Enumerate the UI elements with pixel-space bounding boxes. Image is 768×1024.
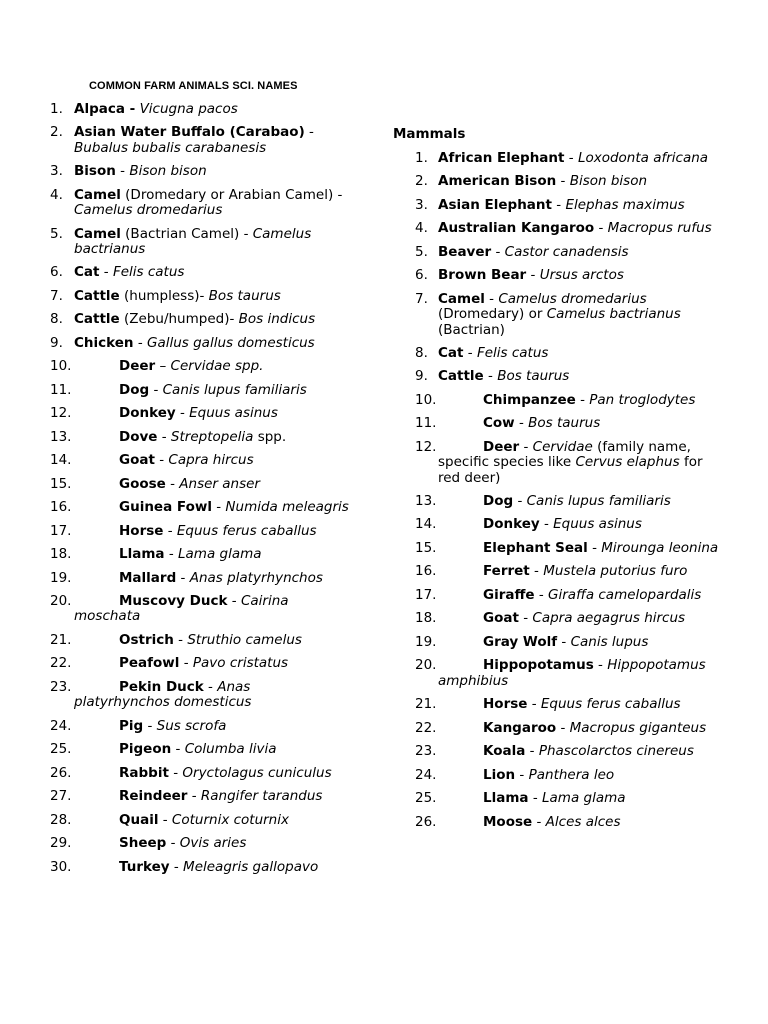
common-name: African Elephant	[438, 150, 565, 166]
note-text: -	[166, 835, 180, 852]
scientific-name: Camelus bactrianus	[74, 225, 312, 257]
common-name: Rabbit	[119, 764, 169, 781]
list-item	[50, 383, 350, 398]
item-number: 26.	[50, 764, 72, 781]
note-text: –	[155, 358, 171, 375]
scientific-name: Vicugna pacos	[139, 101, 238, 117]
common-name: Brown Bear	[438, 267, 527, 284]
scientific-name: Meleagris gallopavo	[183, 858, 319, 875]
scientific-name: Equus asinus	[189, 405, 278, 422]
common-name: Donkey	[483, 516, 540, 533]
list-item	[50, 680, 350, 711]
note-text: -	[168, 764, 183, 781]
scientific-name: Cervus elaphus	[575, 454, 680, 471]
note-text: -	[483, 368, 498, 385]
common-name: Lion	[483, 766, 516, 783]
scientific-name: Mirounga leonina	[601, 539, 719, 556]
list-item	[50, 594, 350, 625]
note-text: -	[175, 405, 190, 422]
note-text: -	[211, 499, 226, 516]
common-name: Quail	[119, 811, 159, 828]
list-item	[393, 221, 723, 236]
scientific-name: Cervidae spp.	[170, 358, 264, 375]
note-text: -	[179, 655, 193, 672]
note-text: -	[463, 344, 477, 361]
common-name: Guinea Fowl	[119, 499, 212, 516]
note-text: -	[556, 173, 570, 190]
list-item	[50, 524, 350, 539]
scientific-name: Macropus rufus	[607, 220, 712, 237]
scientific-name: Castor canadensis	[504, 243, 629, 260]
list-item	[50, 860, 350, 875]
note-text: -	[133, 334, 147, 351]
note-text: -	[529, 563, 544, 580]
list-item	[50, 164, 350, 179]
item-number: 11.	[50, 381, 72, 398]
scientific-name: Macropus giganteus	[569, 719, 707, 736]
item-number: 12.	[50, 405, 72, 422]
common-name: Turkey	[119, 858, 170, 875]
note-text: -	[173, 631, 188, 648]
item-number: 19.	[50, 569, 72, 586]
scientific-name: Columba livia	[184, 741, 277, 758]
item-number: 21.	[50, 631, 72, 648]
item-number: 10.	[415, 391, 437, 408]
scientific-name: Canis lupus familiaris	[162, 381, 307, 398]
common-name: Dove	[119, 428, 158, 445]
item-number: 8.	[415, 344, 428, 361]
list-item	[50, 547, 350, 562]
item-number: 23.	[415, 743, 437, 760]
note-text: -	[513, 493, 527, 509]
note-text: -	[115, 163, 130, 180]
common-name: Cattle	[74, 287, 120, 304]
note-text: -	[227, 593, 241, 610]
mammals-list	[393, 151, 723, 830]
note-text: for red deer)	[438, 454, 703, 486]
item-number: 23.	[50, 678, 72, 695]
note-text: -	[519, 438, 533, 455]
scientific-name: Panthera leo	[528, 766, 615, 783]
common-name: Camel	[74, 225, 121, 242]
list-item	[393, 151, 723, 166]
item-number: 15.	[50, 475, 72, 492]
item-number: 18.	[415, 610, 437, 627]
list-item	[393, 658, 723, 689]
scientific-name: Anas platyrhynchos	[189, 569, 323, 586]
note-text: -	[203, 678, 218, 695]
common-name: Horse	[119, 522, 164, 539]
note-text: -	[587, 539, 602, 556]
item-number: 2.	[50, 124, 63, 141]
scientific-name: Bos taurus	[208, 287, 281, 304]
scientific-name: Bos indicus	[238, 311, 316, 328]
list-item	[393, 416, 723, 431]
common-name: Asian Water Buffalo (Carabao)	[74, 124, 305, 141]
item-number: 25.	[415, 790, 437, 807]
common-name: Pig	[119, 717, 144, 734]
common-name: Camel	[438, 290, 485, 307]
scientific-name: Coturnix coturnix	[171, 811, 289, 828]
list-item	[50, 336, 350, 351]
item-number: 5.	[50, 225, 63, 242]
item-number: 16.	[415, 563, 437, 580]
note-text: -	[304, 124, 314, 141]
farm-animals-column	[50, 102, 350, 883]
common-name: Goose	[119, 475, 166, 492]
scientific-name: Sus scrofa	[156, 717, 227, 734]
item-number: 15.	[415, 539, 437, 556]
common-name: Moose	[483, 813, 533, 830]
common-name: Dog	[119, 381, 150, 398]
list-item	[393, 697, 723, 712]
list-item	[393, 588, 723, 603]
item-number: 19.	[415, 633, 437, 650]
list-item	[393, 768, 723, 783]
list-item	[393, 517, 723, 532]
note-text: -	[99, 264, 113, 281]
list-item	[393, 369, 723, 384]
section-heading-mammals: Mammals	[393, 126, 466, 142]
note-text: -	[518, 610, 533, 627]
common-name: Asian Elephant	[438, 196, 552, 213]
item-number: 24.	[415, 766, 437, 783]
common-name: Elephant Seal	[483, 539, 588, 556]
scientific-name: Alces alces	[545, 813, 621, 830]
common-name: Chicken	[74, 334, 134, 351]
list-item	[393, 440, 723, 486]
note-text: -	[557, 633, 571, 650]
scientific-name: Bison bison	[569, 173, 648, 190]
item-number: 6.	[50, 264, 63, 281]
common-name: Sheep	[119, 835, 167, 852]
item-number: 9.	[415, 368, 428, 385]
list-item	[50, 477, 350, 492]
common-name: Goat	[483, 610, 519, 627]
common-name: Cat	[438, 344, 464, 361]
common-name: Mallard	[119, 569, 177, 586]
list-item	[393, 245, 723, 260]
scientific-name: Camelus dromedarius	[74, 202, 223, 219]
scientific-name: Gallus gallus domesticus	[147, 334, 315, 351]
note-text: -	[556, 719, 570, 736]
common-name: Dog	[483, 493, 514, 509]
list-item	[50, 312, 350, 327]
list-item	[393, 292, 723, 338]
list-item	[393, 721, 723, 736]
note-text: -	[526, 267, 540, 284]
list-item	[50, 656, 350, 671]
item-number: 17.	[50, 522, 72, 539]
list-item	[50, 500, 350, 515]
item-number: 30.	[50, 858, 72, 875]
common-name: Cattle	[74, 311, 120, 328]
item-number: 4.	[415, 220, 428, 237]
common-name: Alpaca -	[74, 101, 136, 117]
common-name: Beaver	[438, 243, 492, 260]
common-name: Bison	[74, 163, 116, 180]
note-text: -	[528, 790, 542, 807]
scientific-name: Pavo cristatus	[192, 655, 289, 672]
common-name: Cattle	[438, 368, 484, 385]
item-number: 20.	[415, 657, 437, 674]
list-item	[50, 742, 350, 757]
item-number: 17.	[415, 586, 437, 603]
list-item	[50, 571, 350, 586]
note-text: -	[171, 741, 185, 758]
note-text: -	[484, 290, 499, 307]
common-name: Deer	[119, 358, 156, 375]
list-item	[50, 406, 350, 421]
common-name: Kangaroo	[483, 719, 557, 736]
scientific-name: Lama glama	[178, 546, 262, 563]
scientific-name: Loxodonta africana	[577, 150, 709, 166]
list-item	[393, 744, 723, 759]
item-number: 3.	[415, 196, 428, 213]
common-name: Ostrich	[119, 631, 174, 648]
item-number: 26.	[415, 813, 437, 830]
scientific-name: Anser anser	[179, 475, 260, 492]
scientific-name: Pan troglodytes	[589, 391, 696, 408]
common-name: Muscovy Duck	[119, 593, 228, 610]
note-text: -	[154, 452, 169, 469]
scientific-name: Equus asinus	[553, 516, 642, 533]
common-name: Goat	[119, 452, 155, 469]
note-text: -	[564, 150, 578, 166]
list-item	[393, 635, 723, 650]
scientific-name: Cervidae	[532, 438, 593, 455]
item-number: 8.	[50, 311, 63, 328]
scientific-name: Oryctolagus cuniculus	[182, 764, 332, 781]
note-text: -	[515, 766, 529, 783]
list-item	[50, 453, 350, 468]
note-text: -	[527, 696, 541, 713]
item-number: 27.	[50, 788, 72, 805]
item-number: 7.	[415, 290, 428, 307]
note-text: -	[163, 522, 177, 539]
list-item	[50, 265, 350, 280]
item-number: 14.	[415, 516, 437, 533]
common-name: Gray Wolf	[483, 633, 558, 650]
item-number: 13.	[415, 493, 437, 509]
common-name: Australian Kangaroo	[438, 220, 595, 237]
list-item	[50, 125, 350, 156]
item-number: 21.	[415, 696, 437, 713]
scientific-name: Giraffa camelopardalis	[548, 586, 702, 603]
note-text: spp.	[253, 428, 287, 445]
list-item	[50, 836, 350, 851]
item-number: 20.	[50, 593, 72, 610]
list-item	[50, 766, 350, 781]
note-text: -	[575, 391, 590, 408]
common-name: Cat	[74, 264, 100, 281]
list-item	[50, 430, 350, 445]
list-item	[393, 611, 723, 626]
scientific-name: Felis catus	[112, 264, 185, 281]
note-text: -	[593, 657, 608, 674]
list-item	[50, 102, 350, 117]
common-name: Giraffe	[483, 586, 535, 603]
note-text: -	[534, 586, 549, 603]
note-text: -	[158, 811, 172, 828]
item-number: 22.	[415, 719, 437, 736]
note-text: (Dromedary) or	[438, 306, 547, 323]
list-item	[50, 359, 350, 374]
list-item	[50, 227, 350, 258]
list-item	[50, 289, 350, 304]
common-name: Hippopotamus	[483, 657, 594, 674]
scientific-name: Bos taurus	[497, 368, 570, 385]
scientific-name: Rangifer tarandus	[200, 788, 323, 805]
scientific-name: Streptopelia	[170, 428, 254, 445]
scientific-name: Camelus dromedarius	[498, 290, 647, 307]
item-number: 2.	[415, 173, 428, 190]
mammals-column	[393, 126, 723, 838]
list-item	[393, 791, 723, 806]
common-name: Chimpanzee	[483, 391, 576, 408]
scientific-name: Anas platyrhynchos domesticus	[74, 678, 252, 711]
document-title: COMMON FARM ANIMALS SCI. NAMES	[89, 80, 298, 92]
item-number: 28.	[50, 811, 72, 828]
scientific-name: Hippopotamus amphibius	[438, 657, 706, 689]
scientific-name: Camelus bactrianus	[546, 306, 681, 323]
item-number: 18.	[50, 546, 72, 563]
item-number: 16.	[50, 499, 72, 516]
scientific-name: Lama glama	[542, 790, 626, 807]
list-item	[393, 346, 723, 361]
note-text: (family name, specific species like	[438, 438, 691, 471]
item-number: 13.	[50, 428, 72, 445]
note-text: -	[149, 381, 163, 398]
list-item	[50, 813, 350, 828]
item-number: 11.	[415, 415, 437, 432]
common-name: Ferret	[483, 563, 530, 580]
scientific-name: Capra hircus	[168, 452, 254, 469]
common-name: Camel	[74, 186, 121, 203]
note-text: -	[532, 813, 546, 830]
scientific-name: Phascolarctos cinereus	[538, 743, 694, 760]
scientific-name: Canis lupus	[570, 633, 649, 650]
list-item	[393, 174, 723, 189]
item-number: 4.	[50, 186, 63, 203]
list-item	[50, 633, 350, 648]
item-number: 1.	[50, 101, 63, 117]
list-item	[393, 268, 723, 283]
common-name: Pekin Duck	[119, 678, 204, 695]
note-text: (humpless)-	[119, 287, 209, 304]
item-number: 25.	[50, 741, 72, 758]
scientific-name: Struthio camelus	[187, 631, 302, 648]
note-text: -	[169, 858, 184, 875]
item-number: 22.	[50, 655, 72, 672]
note-text: (Bactrian Camel) -	[120, 225, 253, 242]
list-item	[50, 188, 350, 219]
list-item	[393, 198, 723, 213]
list-item	[393, 393, 723, 408]
note-text: -	[176, 569, 190, 586]
note-text: -	[164, 546, 178, 563]
scientific-name: Numida meleagris	[225, 499, 349, 516]
list-item	[50, 789, 350, 804]
item-number: 1.	[415, 150, 428, 166]
common-name: Horse	[483, 696, 528, 713]
scientific-name: Capra aegagrus hircus	[532, 610, 686, 627]
scientific-name: Elephas maximus	[565, 196, 685, 213]
note-text: -	[187, 788, 201, 805]
common-name: Peafowl	[119, 655, 180, 672]
scientific-name: Equus ferus caballus	[176, 522, 317, 539]
note-text: -	[157, 428, 171, 445]
common-name: Reindeer	[119, 788, 188, 805]
common-name: Llama	[119, 546, 165, 563]
note-text: -	[143, 717, 157, 734]
item-number: 29.	[50, 835, 72, 852]
scientific-name: Equus ferus caballus	[540, 696, 681, 713]
note-text: -	[552, 196, 566, 213]
common-name: Deer	[483, 438, 520, 455]
item-number: 14.	[50, 452, 72, 469]
list-item	[393, 541, 723, 556]
common-name: Donkey	[119, 405, 176, 422]
item-number: 6.	[415, 267, 428, 284]
item-number: 24.	[50, 717, 72, 734]
common-name: Llama	[483, 790, 529, 807]
note-text: -	[491, 243, 505, 260]
list-item	[393, 494, 723, 509]
note-text: -	[525, 743, 539, 760]
list-item	[393, 815, 723, 830]
scientific-name: Bos taurus	[528, 415, 601, 432]
farm-animals-list	[50, 102, 350, 875]
item-number: 12.	[415, 438, 437, 455]
list-item	[50, 719, 350, 734]
note-text: -	[514, 415, 529, 432]
common-name: American Bison	[438, 173, 557, 190]
scientific-name: Ursus arctos	[539, 267, 624, 284]
scientific-name: Bubalus bubalis carabanesis	[74, 139, 267, 156]
note-text: -	[594, 220, 608, 237]
note-text: -	[165, 475, 180, 492]
item-number: 3.	[50, 163, 63, 180]
item-number: 7.	[50, 287, 63, 304]
note-text: (Bactrian)	[438, 321, 505, 338]
scientific-name: Canis lupus familiaris	[526, 493, 671, 509]
common-name: Koala	[483, 743, 526, 760]
scientific-name: Mustela putorius furo	[543, 563, 688, 580]
note-text: (Dromedary or Arabian Camel) -	[120, 186, 343, 203]
common-name: Pigeon	[119, 741, 172, 758]
scientific-name: Cairina moschata	[74, 593, 289, 625]
item-number: 10.	[50, 358, 72, 375]
scientific-name: Felis catus	[476, 344, 549, 361]
note-text: -	[539, 516, 554, 533]
note-text: (Zebu/humped)-	[119, 311, 239, 328]
item-number: 5.	[415, 243, 428, 260]
scientific-name: Ovis aries	[179, 835, 247, 852]
list-item	[393, 564, 723, 579]
item-number: 9.	[50, 334, 63, 351]
common-name: Cow	[483, 415, 515, 432]
scientific-name: Bison bison	[129, 163, 207, 180]
